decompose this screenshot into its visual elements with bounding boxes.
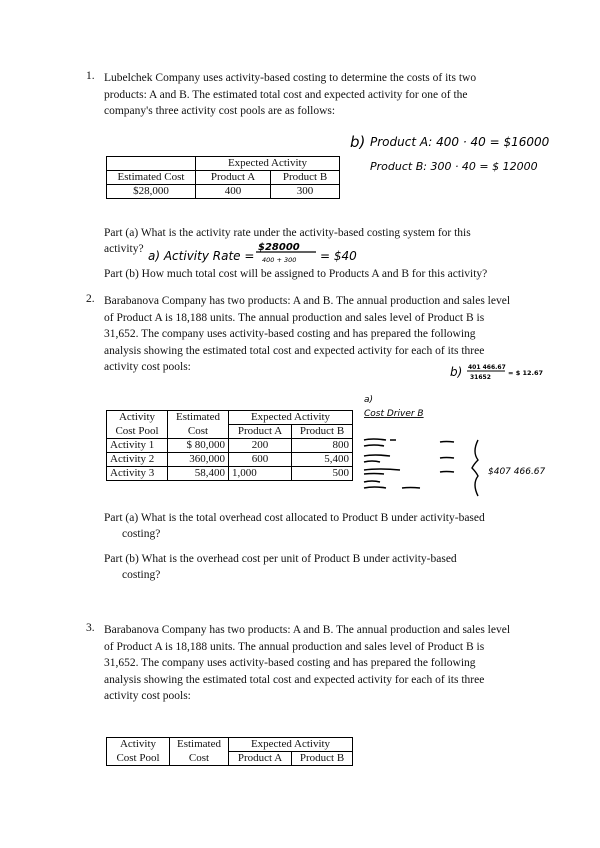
handwritten-a-label: a) xyxy=(364,395,374,405)
cell-pool: Activity 2 xyxy=(107,453,168,467)
header-product-b: Product B xyxy=(271,171,340,185)
cell-cost: $ 80,000 xyxy=(168,439,229,453)
cell-pool: Activity 3 xyxy=(107,467,168,481)
question-text: Barabanova Company has two products: A and B. The annual production and sales level of Product A is 18,188 units. The annual production and sales level of Product B is 31,652. The company uses activity-based costing and has prepared the following analysis showing the estimated total cost and expected activity for each of its three activity cost pools: xyxy=(104,624,511,702)
q1-cost-table xyxy=(106,156,340,199)
handwritten-product-b: Product B: 300 · 40 = $ 12000 xyxy=(370,160,538,173)
part-a-text-cont: costing? xyxy=(122,528,161,540)
cell-product-b: 5,400 xyxy=(292,453,353,467)
header-product-b: Product B xyxy=(292,752,353,766)
part-b-text: Part (b) How much total cost will be assigned to Products A and B for this activity? xyxy=(104,268,488,280)
expected-activity-header: Expected Activity xyxy=(229,411,353,425)
table-row xyxy=(107,467,353,481)
cell-estimated-cost: $28,000 xyxy=(107,185,196,199)
part-b-text-cont: costing? xyxy=(122,569,161,581)
cell-product-a: 1,000 xyxy=(229,467,292,481)
handwritten-denominator: 31652 xyxy=(470,374,491,381)
handwritten-result: = $40 xyxy=(320,249,357,263)
table-row xyxy=(107,453,353,467)
handwritten-numerator: 401 466.67 xyxy=(468,364,506,371)
header-activity-pool: Activity xyxy=(107,738,170,752)
cell-product-b: 800 xyxy=(292,439,353,453)
cell-product-b: 300 xyxy=(271,185,340,199)
handwritten-activity-rate xyxy=(148,238,368,268)
cell-product-a: 400 xyxy=(196,185,271,199)
expected-activity-header: Expected Activity xyxy=(229,738,353,752)
header-product-a: Product A xyxy=(229,425,292,439)
cell-product-b: 500 xyxy=(292,467,353,481)
part-a-text-cont: activity? xyxy=(104,243,144,255)
header-cost: Cost xyxy=(168,425,229,439)
handwritten-numerator: $28000 xyxy=(258,242,300,253)
handwritten-scribbles xyxy=(364,439,478,496)
question-number: 2. xyxy=(86,293,95,305)
question-number: 1. xyxy=(86,70,95,82)
handwritten-a-label: a) Activity Rate = xyxy=(148,249,255,263)
header-product-a: Product A xyxy=(196,171,271,185)
handwritten-product-a: Product A: 400 · 40 = $16000 xyxy=(370,135,550,149)
table-row xyxy=(107,439,353,453)
header-activity-pool: Activity xyxy=(107,411,168,425)
header-estimated: Estimated xyxy=(170,738,229,752)
question-number: 3. xyxy=(86,622,95,634)
handwritten-cost-driver: Cost Driver B xyxy=(364,409,424,419)
header-estimated: Estimated xyxy=(168,411,229,425)
cell-product-a: 200 xyxy=(229,439,292,453)
q3-cost-table xyxy=(106,737,353,766)
part-a-text: Part (a) What is the total overhead cost allocated to Product B under activity-based xyxy=(104,512,485,524)
handwritten-denominator: 400 + 300 xyxy=(262,256,297,264)
cell-cost: 58,400 xyxy=(168,467,229,481)
handwritten-product-answers xyxy=(350,128,550,180)
question-text: Lubelchek Company uses activity-based costing to determine the costs of its two products: A and B. The estimated total cost and expected activity for one of the company's three activity cost pools are as follows: xyxy=(104,72,477,117)
handwritten-total: $407 466.67 xyxy=(488,467,546,477)
handwritten-b-label: b) xyxy=(350,133,366,151)
q2-cost-table xyxy=(106,410,353,481)
header-cost-pool: Cost Pool xyxy=(107,425,168,439)
part-a-text: Part (a) What is the activity rate under the activity-based costing system for this xyxy=(104,227,471,239)
cell-product-a: 600 xyxy=(229,453,292,467)
part-b-text: Part (b) What is the overhead cost per unit of Product B under activity-based xyxy=(104,553,457,565)
header-cost: Cost xyxy=(170,752,229,766)
handwritten-per-unit xyxy=(450,360,560,384)
handwritten-result: = $ 12.67 xyxy=(508,369,544,377)
header-cost-pool: Cost Pool xyxy=(107,752,170,766)
question-text: Barabanova Company has two products: A and B. The annual production and sales level of Product A is 18,188 units. The annual production and sales level of Product B is 31,652. The company uses activity-based costing and has prepared the following analysis showing the estimated total cost and expected activity for each of its three activity cost pools: xyxy=(104,295,511,373)
handwritten-allocation-work xyxy=(360,390,560,498)
cell-pool: Activity 1 xyxy=(107,439,168,453)
header-estimated-cost: Estimated Cost xyxy=(107,171,196,185)
header-product-b: Product B xyxy=(292,425,353,439)
cell-cost: 360,000 xyxy=(168,453,229,467)
header-product-a: Product A xyxy=(229,752,292,766)
expected-activity-header: Expected Activity xyxy=(196,157,340,171)
handwritten-b-label: b) xyxy=(450,365,463,379)
